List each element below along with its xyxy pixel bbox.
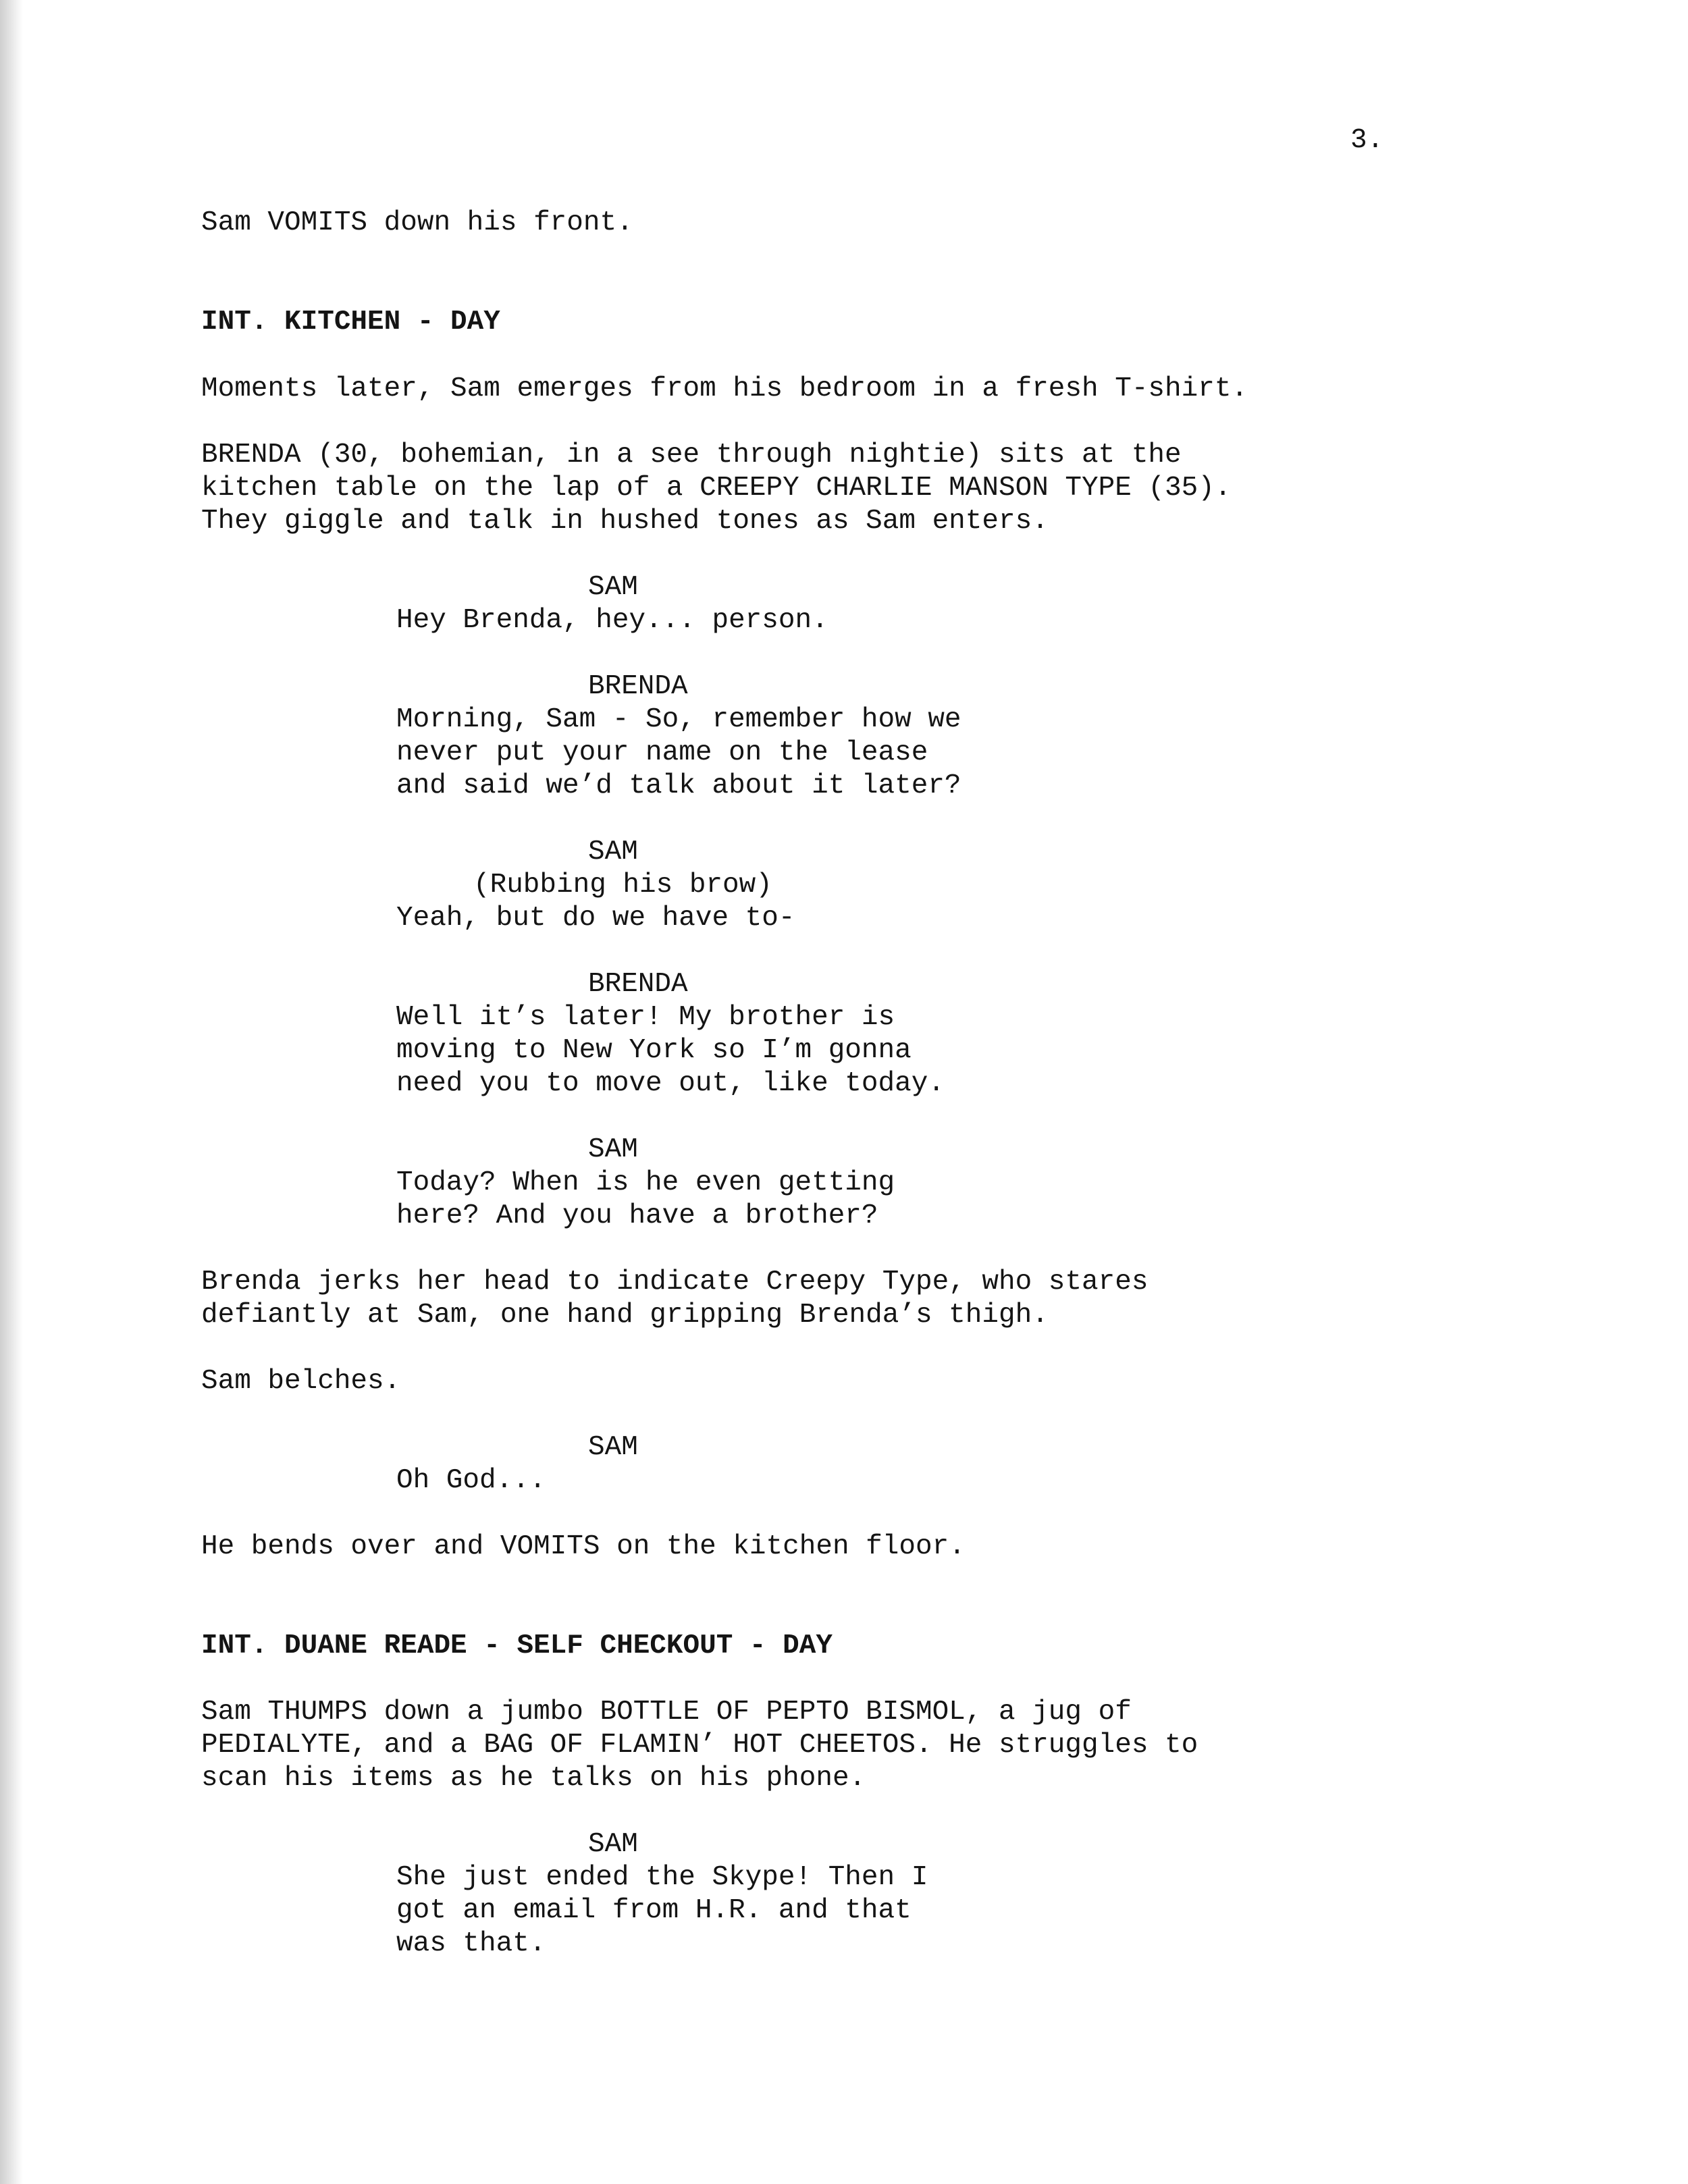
action-line: defiantly at Sam, one hand gripping Brenda’s thigh. [201,1300,1049,1331]
parenthetical: (Rubbing his brow) [473,870,772,901]
action-line: They giggle and talk in hushed tones as Sam enters. [201,506,1049,537]
action-line: Moments later, Sam emerges from his bedroom in a fresh T-shirt. [201,373,1248,404]
action-line: PEDIALYTE, and a BAG OF FLAMIN’ HOT CHEETOS. He struggles to [201,1730,1198,1761]
dialogue-line: She just ended the Skype! Then I [396,1862,928,1893]
character-cue: SAM [588,1432,638,1463]
character-cue: SAM [588,1134,638,1165]
action-line: kitchen table on the lap of a CREEPY CHARLIE MANSON TYPE (35). [201,473,1232,504]
dialogue-line: Morning, Sam - So, remember how we [396,704,961,735]
dialogue-line: never put your name on the lease [396,737,928,768]
dialogue-line: need you to move out, like today. [396,1068,945,1099]
character-cue: SAM [588,1829,638,1860]
action-line: Brenda jerks her head to indicate Creepy Type, who stares [201,1267,1149,1298]
dialogue-line: got an email from H.R. and that [396,1895,912,1926]
dialogue-line: Oh God... [396,1465,546,1496]
scene-heading: INT. KITCHEN - DAY [201,307,500,338]
dialogue-line: was that. [396,1928,546,1959]
dialogue-line: and said we’d talk about it later? [396,770,961,801]
dialogue-line: moving to New York so I’m gonna [396,1035,912,1066]
dialogue-line: Well it’s later! My brother is [396,1002,895,1033]
action-line: scan his items as he talks on his phone. [201,1763,866,1794]
character-cue: SAM [588,572,638,603]
scene-heading: INT. DUANE READE - SELF CHECKOUT - DAY [201,1630,833,1661]
dialogue-line: Hey Brenda, hey... person. [396,605,828,636]
action-line: Sam belches. [201,1366,401,1397]
action-line: He bends over and VOMITS on the kitchen floor. [201,1531,966,1562]
action-line: BRENDA (30, bohemian, in a see through nightie) sits at the [201,440,1182,471]
action-line: Sam VOMITS down his front. [201,207,633,238]
character-cue: SAM [588,836,638,868]
action-line: Sam THUMPS down a jumbo BOTTLE OF PEPTO BISMOL, a jug of [201,1697,1132,1728]
dialogue-line: Yeah, but do we have to- [396,903,795,934]
character-cue: BRENDA [588,671,688,702]
character-cue: BRENDA [588,969,688,1000]
dialogue-line: Today? When is he even getting [396,1167,895,1198]
page-number: 3. [1350,125,1384,156]
dialogue-line: here? And you have a brother? [396,1200,878,1231]
